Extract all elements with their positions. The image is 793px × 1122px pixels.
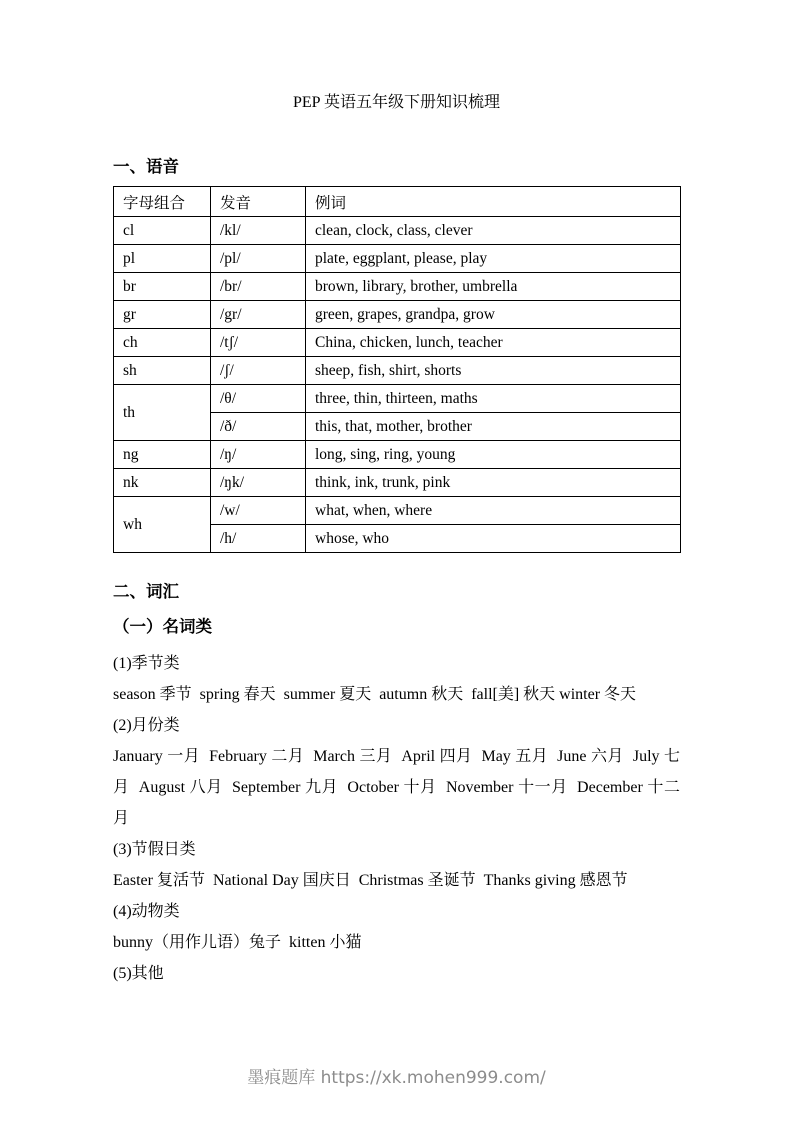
cell-sound: /br/ xyxy=(211,273,306,301)
header-cell-letters: 字母组合 xyxy=(114,187,211,217)
table-row xyxy=(114,245,681,273)
cell-examples: what, when, where xyxy=(306,497,681,525)
table-row xyxy=(114,385,681,413)
page-title: PEP 英语五年级下册知识梳理 xyxy=(293,94,500,111)
cell-examples: sheep, fish, shirt, shorts xyxy=(306,357,681,385)
cell-sound: /kl/ xyxy=(211,217,306,245)
cell-examples: green, grapes, grandpa, grow xyxy=(306,301,681,329)
cell-letters: gr xyxy=(114,301,211,329)
cell-letters: th xyxy=(114,385,211,441)
cell-examples: long, sing, ring, young xyxy=(306,441,681,469)
vocab-group-label-others: (5)其他 xyxy=(113,965,164,982)
cell-sound: /ð/ xyxy=(211,413,306,441)
cell-letters: ng xyxy=(114,441,211,469)
cell-examples: China, chicken, lunch, teacher xyxy=(306,329,681,357)
cell-sound: /h/ xyxy=(211,525,306,553)
vocabulary-list xyxy=(113,648,680,989)
vocab-group-label-animals: (4)动物类 xyxy=(113,903,180,920)
cell-examples: clean, clock, class, clever xyxy=(306,217,681,245)
table-row xyxy=(114,329,681,357)
footer-watermark: 墨痕题库 https://xk.mohen999.com/ xyxy=(247,1068,546,1088)
table-row xyxy=(114,441,681,469)
cell-letters: wh xyxy=(114,497,211,553)
cell-letters: sh xyxy=(114,357,211,385)
vocab-group-content-animals: bunny（用作儿语）兔子 kitten 小猫 xyxy=(113,934,362,951)
cell-sound: /ŋk/ xyxy=(211,469,306,497)
cell-sound: /ŋ/ xyxy=(211,441,306,469)
cell-examples: whose, who xyxy=(306,525,681,553)
vocab-group-label-months: (2)月份类 xyxy=(113,717,180,734)
cell-sound: /θ/ xyxy=(211,385,306,413)
subheading-nouns: （一）名词类 xyxy=(113,617,212,636)
table-header-row xyxy=(114,187,681,217)
table-row xyxy=(114,357,681,385)
vocab-group-label-holidays: (3)节假日类 xyxy=(113,841,196,858)
vocab-group-content-months: January 一月 February 二月 March 三月 April 四月 May 五月 June 六月 July 七月 August 八月 September 九月 October 十月 November 十一月 December 十二月 xyxy=(113,748,680,827)
vocab-group-content-holidays: Easter 复活节 National Day 国庆日 Christmas 圣诞节 Thanks giving 感恩节 xyxy=(113,872,628,889)
table-row xyxy=(114,469,681,497)
cell-sound: /w/ xyxy=(211,497,306,525)
cell-examples: this, that, mother, brother xyxy=(306,413,681,441)
section-heading-vocabulary: 二、词汇 xyxy=(113,582,179,601)
cell-sound: /tʃ/ xyxy=(211,329,306,357)
cell-sound: /ʃ/ xyxy=(211,357,306,385)
cell-examples: think, ink, trunk, pink xyxy=(306,469,681,497)
cell-letters: cl xyxy=(114,217,211,245)
table-row xyxy=(114,301,681,329)
header-cell-examples: 例词 xyxy=(306,187,681,217)
cell-sound: /pl/ xyxy=(211,245,306,273)
cell-examples: plate, eggplant, please, play xyxy=(306,245,681,273)
table-row xyxy=(114,273,681,301)
header-cell-sound: 发音 xyxy=(211,187,306,217)
cell-letters: ch xyxy=(114,329,211,357)
table-row xyxy=(114,497,681,525)
vocab-group-content-seasons: season 季节 spring 春天 summer 夏天 autumn 秋天 fall[美] 秋天 winter 冬天 xyxy=(113,686,637,703)
section-heading-phonics: 一、语音 xyxy=(113,157,179,176)
cell-letters: br xyxy=(114,273,211,301)
table-row xyxy=(114,217,681,245)
cell-examples: brown, library, brother, umbrella xyxy=(306,273,681,301)
cell-sound: /gr/ xyxy=(211,301,306,329)
vocab-group-label-seasons: (1)季节类 xyxy=(113,655,180,672)
cell-letters: pl xyxy=(114,245,211,273)
cell-letters: nk xyxy=(114,469,211,497)
cell-examples: three, thin, thirteen, maths xyxy=(306,385,681,413)
phonics-table xyxy=(113,186,681,553)
